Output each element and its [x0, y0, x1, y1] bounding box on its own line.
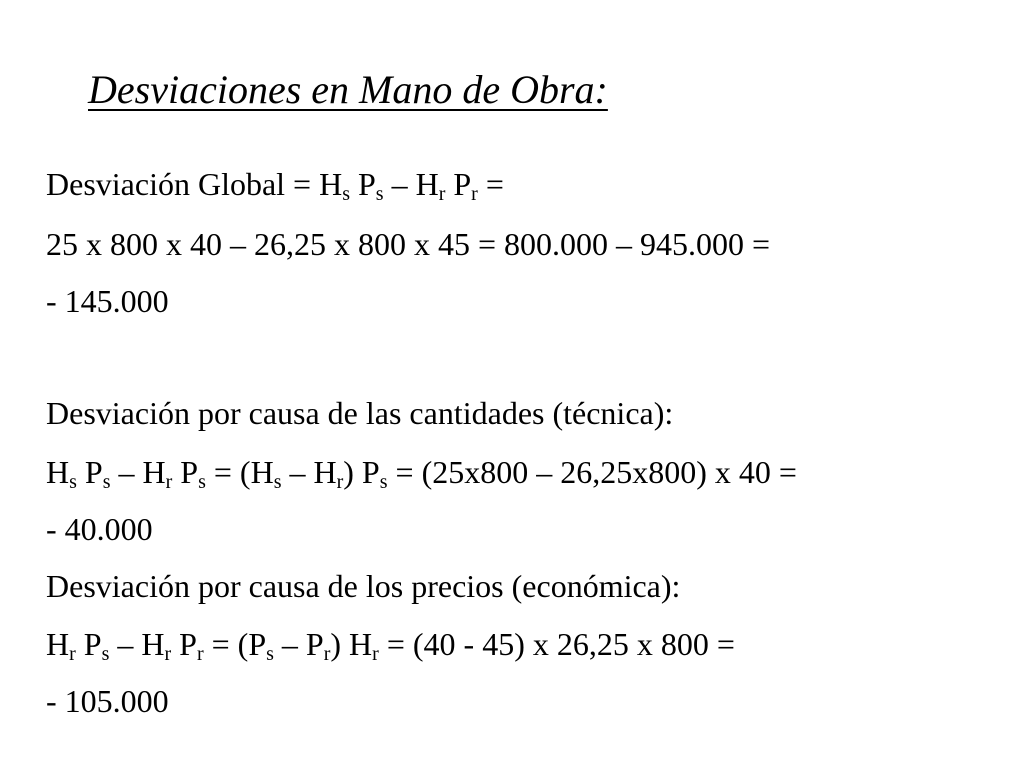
symbol-p: P [453, 166, 472, 202]
economica-formula-line: $H_r$ $P_s - H_r$ $P_r = (P_s - P_r) H_r = (40 - 45)$ x 26,25 x 800 = [46, 626, 735, 665]
symbol-h: H [250, 454, 274, 490]
symbol-h: H [313, 454, 337, 490]
symbol-h: H [415, 166, 439, 202]
symbol-h: H [46, 454, 70, 490]
subscript-r: r [336, 471, 344, 493]
symbol-h: H [141, 626, 165, 662]
subscript-s: s [266, 643, 274, 665]
global-heading: Desviación Global = [46, 166, 320, 202]
symbol-h: H [319, 166, 343, 202]
slide-title: Desviaciones en Mano de Obra: [88, 67, 608, 112]
economica-calc-tail: = (40 - 45) x 26,25 x 800 = [378, 626, 735, 662]
subscript-r: r [372, 643, 379, 665]
global-calculation: 25 x 800 x 40 – 26,25 x 800 x 45 = 800.000 – 945.000 = [46, 226, 771, 262]
symbol-p: P [361, 454, 380, 490]
global-result: - 145.000 [46, 283, 169, 319]
symbol-p: P [83, 626, 102, 662]
subscript-s: s [198, 471, 206, 493]
minus-sign: – [109, 626, 142, 662]
subscript-r: r [196, 643, 204, 665]
subscript-s: s [375, 183, 384, 205]
tecnica-result: - 40.000 [46, 511, 153, 547]
subscript-s: s [69, 471, 77, 493]
symbol-p: P [180, 454, 199, 490]
subscript-r: r [438, 183, 446, 205]
symbol-p: P [248, 626, 267, 662]
symbol-p: P [358, 166, 376, 202]
subscript-s: s [101, 643, 110, 665]
symbol-p: P [179, 626, 197, 662]
economica-result: - 105.000 [46, 683, 169, 719]
global-formula-line [46, 166, 504, 205]
subscript-r: r [471, 183, 478, 205]
minus-sign: – [281, 454, 314, 490]
subscript-s: s [102, 471, 111, 493]
symbol-p: P [84, 454, 103, 490]
equals-sign: = [485, 166, 504, 202]
subscript-s: s [273, 471, 282, 493]
tecnica-calc-tail: = (25x800 – 26,25x800) x 40 = [387, 454, 797, 490]
symbol-p: P [305, 626, 324, 662]
symbol-h: H [46, 626, 70, 662]
subscript-s: s [342, 183, 350, 205]
tecnica-formula-line: $H_s$ $P_s - H_r$ $P_s = (H_s - H_r) P_s = (25x800 - 26,25x800)$ x 40 = [46, 454, 797, 493]
subscript-s: s [379, 471, 388, 493]
minus-sign: – [383, 166, 416, 202]
tecnica-heading: Desviación por causa de las cantidades (técnica): [46, 395, 674, 431]
symbol-h: H [142, 454, 166, 490]
minus-sign: – [110, 454, 143, 490]
symbol-h: H [349, 626, 373, 662]
subscript-r: r [164, 643, 172, 665]
economica-heading: Desviación por causa de los precios (económica): [46, 568, 681, 604]
minus-sign: – [273, 626, 306, 662]
subscript-r: r [165, 471, 173, 493]
subscript-r: r [323, 643, 331, 665]
subscript-r: r [69, 643, 76, 665]
